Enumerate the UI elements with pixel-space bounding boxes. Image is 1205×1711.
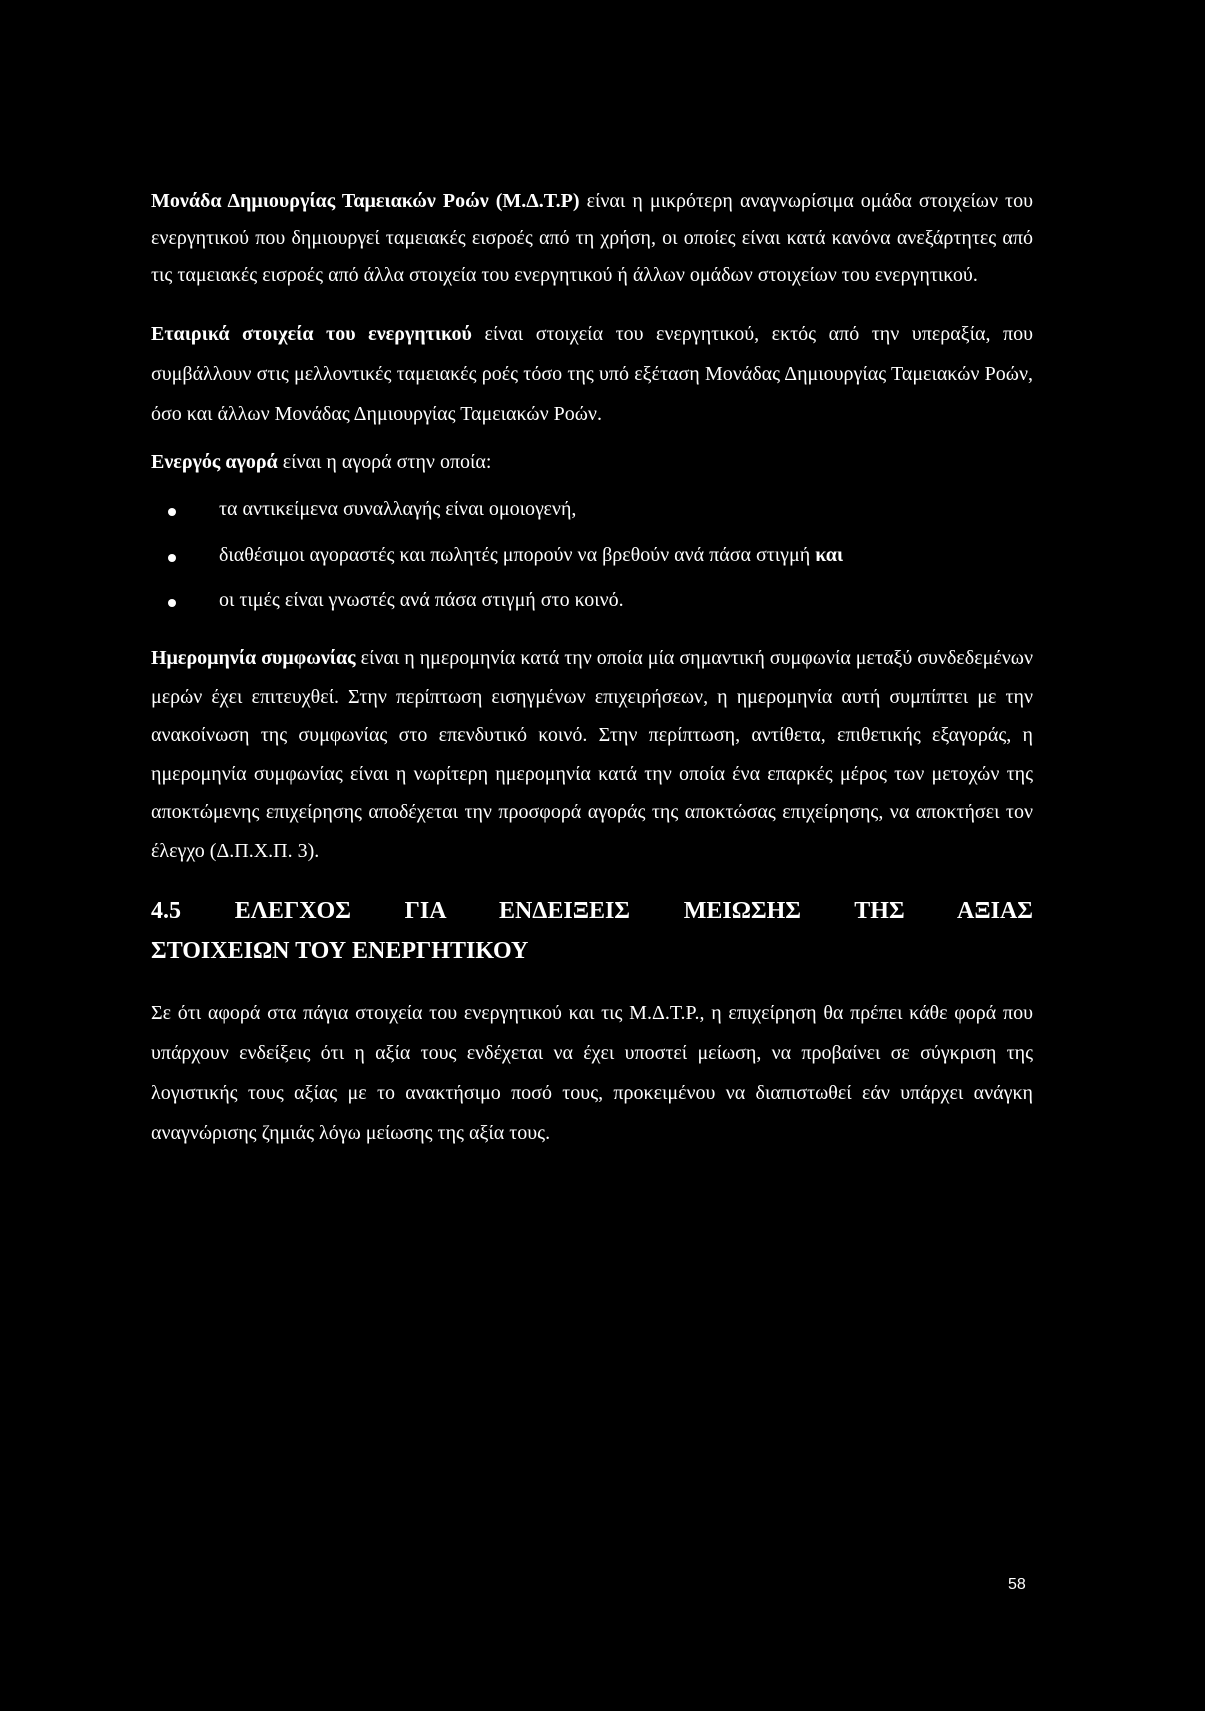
paragraph-impairment-testing: [151, 993, 1033, 1153]
definition-active-market: είναι η αγορά στην οποία:: [277, 451, 492, 473]
impairment-testing-text: Σε ότι αφορά στα πάγια στοιχεία του ενεργητικού και τις Μ.Δ.Τ.Ρ., η επιχείρηση θα πρέπει κάθε φορά που υπάρχουν ενδείξεις ότι η αξία τους ενδέχεται να έχει υποστεί μείωση, να προβαίνει σε σύγκριση της λογιστικής τους αξίας με το ανακτήσιμο ποσό τους, προκειμένου να διαπιστωθεί εάν υπάρχει ανάγκη αναγνώρισης ζημιάς λόγω μείωσης της αξία τους.: [151, 1001, 1033, 1144]
list-item: [151, 544, 1033, 572]
paragraph-active-market-definition: [151, 446, 1033, 478]
term-active-market: Ενεργός αγορά: [151, 451, 278, 473]
definition-corporate-assets: είναι στοιχεία του ενεργητικού, εκτός από την υπεραξία, που συμβάλλουν στις μελλοντικές ταμειακές ροές τόσο της υπό εξέταση Μονάδας Δημιουργίας Ταμειακών Ροών, όσο και άλλων Μονάδας Δημιουργίας Ταμειακών Ροών.: [151, 323, 1033, 425]
active-market-conditions-list: [151, 498, 1033, 617]
paragraph-cgu-definition: [151, 183, 1033, 294]
section-heading: [151, 893, 1033, 969]
list-item: [151, 589, 1033, 617]
paragraph-corporate-assets-definition: [151, 314, 1033, 434]
term-cgu: Μονάδα Δημιουργίας Ταμειακών Ροών (Μ.Δ.Τ.Ρ): [151, 190, 580, 212]
definition-agreement-date: είναι η ημερομηνία κατά την οποία μία σημαντική συμφωνία μεταξύ συνδεδεμένων μερών έχει επιτευχθεί. Στην περίπτωση εισηγμένων επιχειρήσεων, η ημερομηνία αυτή συμπίπτει με την ανακοίνωση της συμφωνίας στο επενδυτικό κοινό. Στην περίπτωση, αντίθετα, επιθετικής εξαγοράς, η ημερομηνία συμφωνίας είναι η νωρίτερη ημερομηνία κατά την οποία ένα επαρκές μέρος των μετοχών της αποκτώμενης επιχείρησης αποδέχεται την προσφορά αγοράς της αποκτώσας επιχείρησης, να αποκτήσει τον έλεγχο (Δ.Π.Χ.Π. 3).: [151, 647, 1033, 862]
section-heading-line-1: 4.5 ΕΛΕΓΧΟΣ ΓΙΑ ΕΝΔΕΙΞΕΙΣ ΜΕΙΩΣΗΣ ΤΗΣ ΑΞΙΑΣ: [151, 897, 1033, 924]
list-item-text: διαθέσιμοι αγοραστές και πωλητές μπορούν να βρεθούν ανά πάσα στιγμή: [219, 544, 816, 566]
definition-cgu: είναι η μικρότερη αναγνωρίσιμα ομάδα στοιχείων του ενεργητικού που δημιουργεί ταμειακές εισροές από τη χρήση, οι οποίες είναι κατά κανόνα ανεξάρτητες από τις ταμειακές εισροές από άλλα στοιχεία του ενεργητικού ή άλλων ομάδων στοιχείων του ενεργητικού.: [151, 190, 1033, 286]
list-item-conjunction: και: [815, 544, 844, 566]
document-body: [151, 183, 1033, 1153]
bullet-icon: [168, 599, 176, 607]
list-item-text: τα αντικείμενα συναλλαγής είναι ομοιογενή,: [219, 498, 577, 520]
term-corporate-assets: Εταιρικά στοιχεία του ενεργητικού: [151, 323, 472, 345]
bullet-icon: [168, 508, 176, 516]
page-number: 58: [1008, 1576, 1026, 1593]
paragraph-agreement-date-definition: [151, 639, 1033, 871]
list-item-text: οι τιμές είναι γνωστές ανά πάσα στιγμή στο κοινό.: [219, 589, 624, 611]
list-item: [151, 498, 1033, 526]
term-agreement-date: Ημερομηνία συμφωνίας: [151, 647, 356, 669]
section-heading-line-2: ΣΤΟΙΧΕΙΩΝ ΤΟΥ ΕΝΕΡΓΗΤΙΚΟΥ: [151, 937, 529, 964]
bullet-icon: [168, 554, 176, 562]
